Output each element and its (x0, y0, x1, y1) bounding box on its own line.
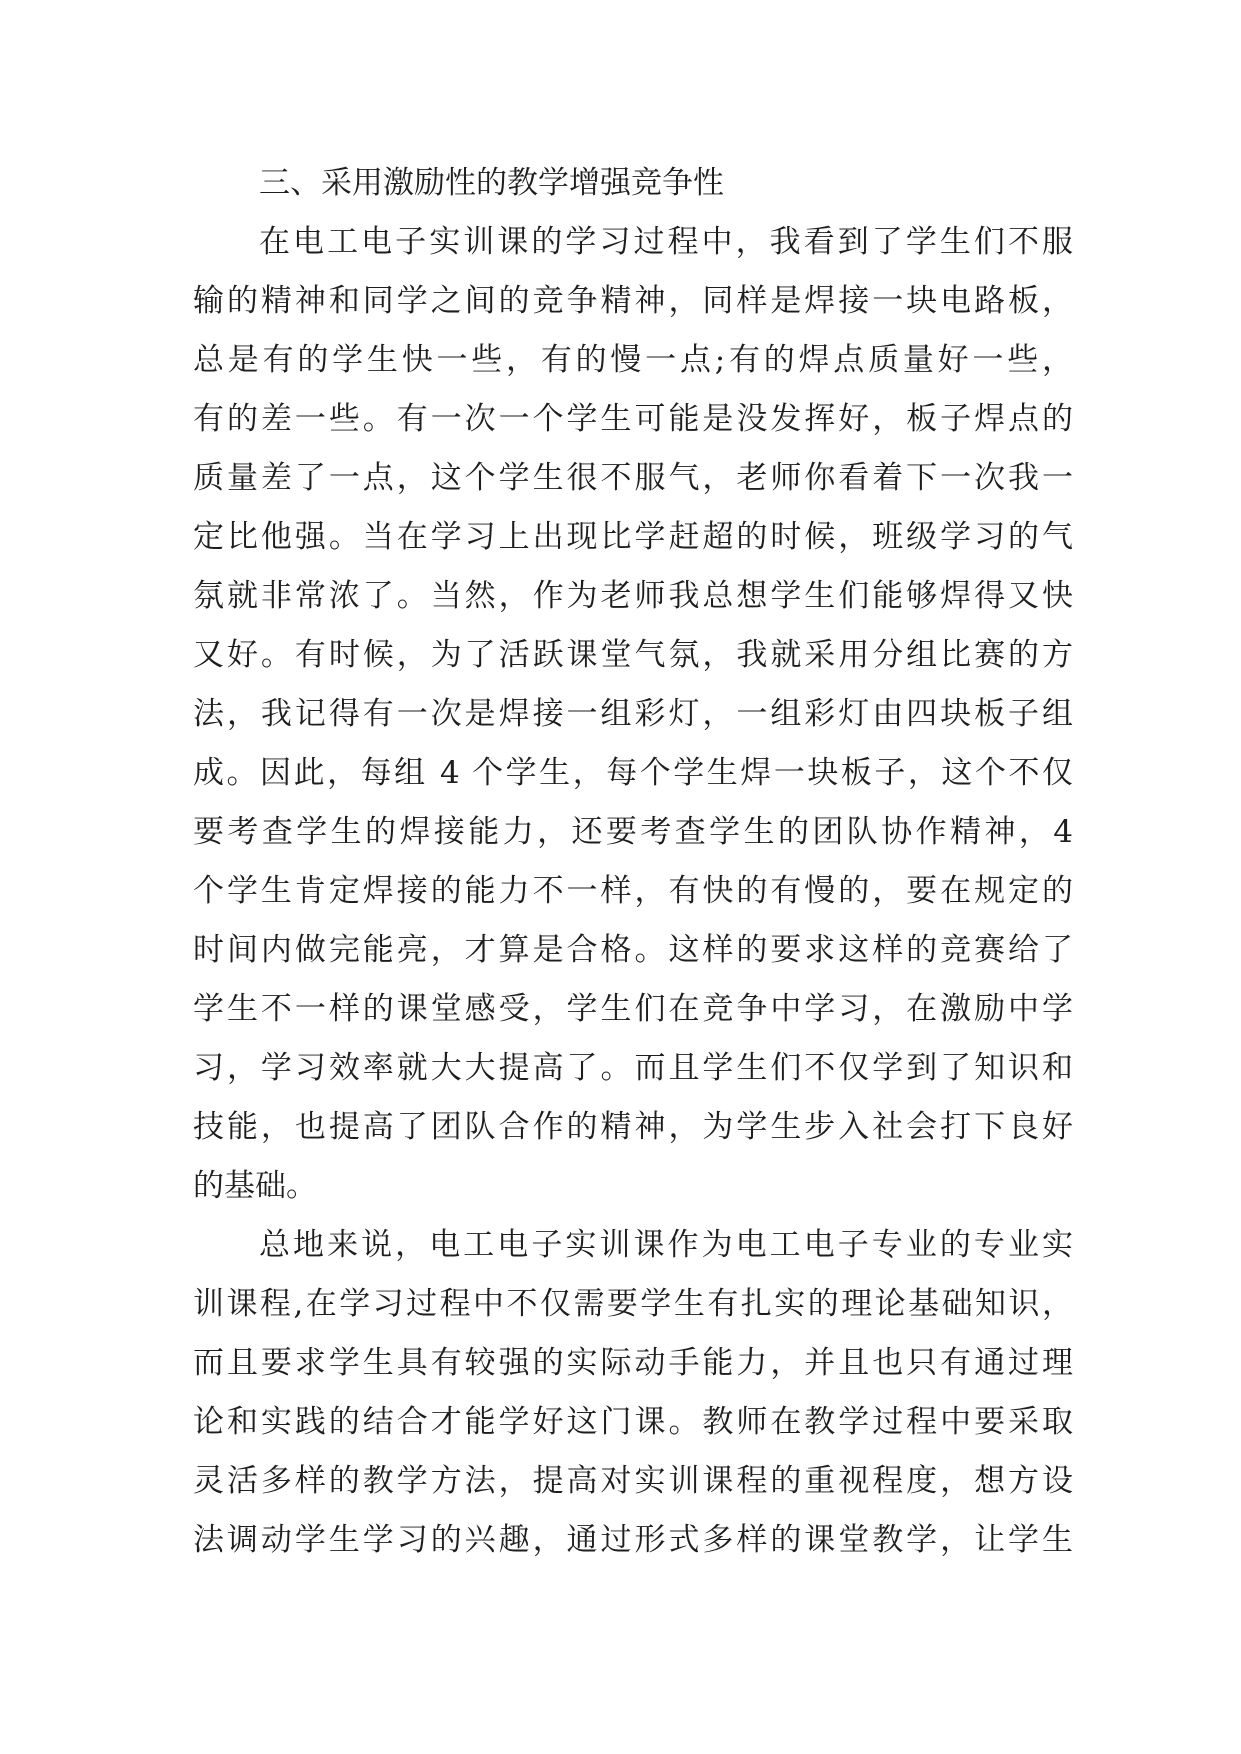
paragraph-line: 总地来说，电工电子实训课作为电工电子专业的专业实 (259, 1227, 1073, 1263)
paragraph-line: 个学生肯定焊接的能力不一样，有快的有慢的，要在规定的 (193, 873, 1073, 909)
paragraph-line: 习，学习效率就大大提高了。而且学生们不仅学到了知识和 (193, 1050, 1073, 1086)
paragraph-line: 灵活多样的教学方法，提高对实训课程的重视程度，想方设 (193, 1463, 1073, 1499)
paragraph-1 (193, 213, 1073, 1216)
paragraph-line: 定比他强。当在学习上出现比学赶超的时候，班级学习的气 (193, 519, 1073, 555)
section-heading: 三、采用激励性的教学增强竞争性 (259, 165, 724, 201)
paragraph-2 (193, 1216, 1073, 1570)
paragraph-line: 法，我记得有一次是焊接一组彩灯，一组彩灯由四块板子组 (193, 696, 1073, 732)
paragraph-line: 的基础。 (193, 1168, 317, 1204)
paragraph-line: 训课程,在学习过程中不仅需要学生有扎实的理论基础知识， (193, 1286, 1073, 1322)
document-body (193, 154, 1073, 1570)
paragraph-line: 质量差了一点，这个学生很不服气，老师你看着下一次我一 (193, 460, 1073, 496)
paragraph-line: 总是有的学生快一些，有的慢一点;有的焊点质量好一些， (193, 342, 1073, 378)
paragraph-line: 学生不一样的课堂感受，学生们在竞争中学习，在激励中学 (193, 991, 1073, 1027)
paragraph-line: 要考查学生的焊接能力，还要考查学生的团队协作精神，4 (193, 814, 1073, 850)
paragraph-line: 在电工电子实训课的学习过程中，我看到了学生们不服 (259, 224, 1073, 260)
paragraph-line: 论和实践的结合才能学好这门课。教师在教学过程中要采取 (193, 1404, 1073, 1440)
paragraph-line: 氛就非常浓了。当然，作为老师我总想学生们能够焊得又快 (193, 578, 1073, 614)
paragraph-line: 时间内做完能亮，才算是合格。这样的要求这样的竞赛给了 (193, 932, 1073, 968)
paragraph-line: 输的精神和同学之间的竞争精神，同样是焊接一块电路板， (193, 283, 1073, 319)
paragraph-line: 有的差一些。有一次一个学生可能是没发挥好，板子焊点的 (193, 401, 1073, 437)
paragraph-line: 法调动学生学习的兴趣，通过形式多样的课堂教学，让学生 (193, 1522, 1073, 1558)
paragraph-line: 又好。有时候，为了活跃课堂气氛，我就采用分组比赛的方 (193, 637, 1073, 673)
paragraph-line: 成。因此，每组 4 个学生，每个学生焊一块板子，这个不仅 (193, 755, 1073, 791)
paragraph-line: 而且要求学生具有较强的实际动手能力，并且也只有通过理 (193, 1345, 1073, 1381)
paragraph-line: 技能，也提高了团队合作的精神，为学生步入社会打下良好 (193, 1109, 1073, 1145)
